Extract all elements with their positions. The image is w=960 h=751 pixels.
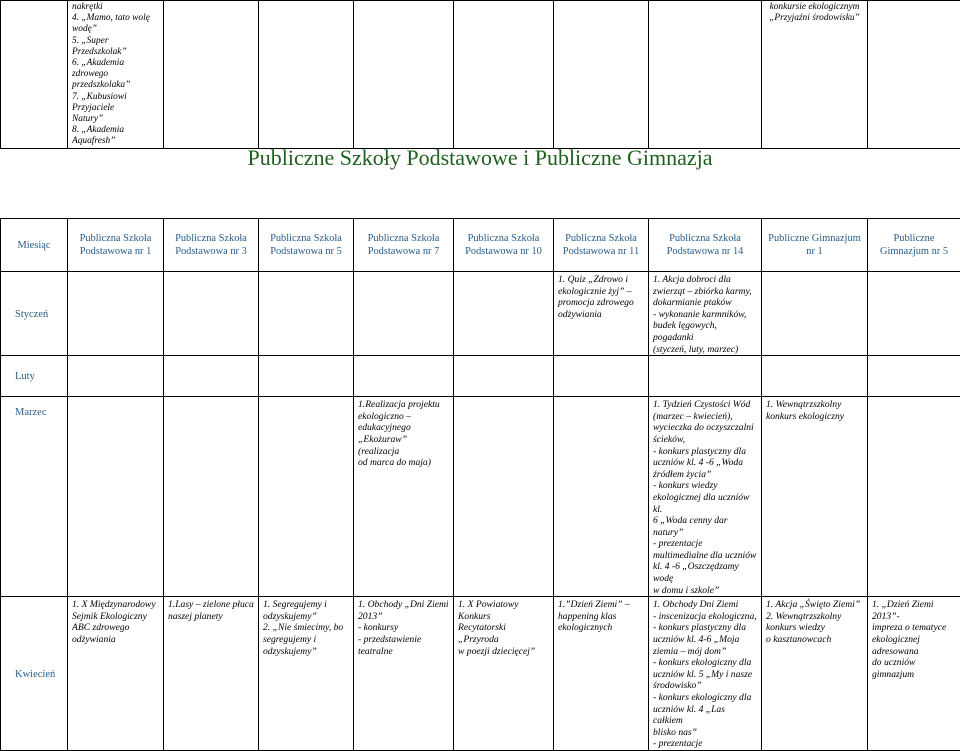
cell-text-line: o kasztanowcach [766,634,863,646]
cell-text-line: teatralne [358,646,449,658]
activity-cell [554,272,649,356]
cell-text-line: - konkurs plastyczny dla [653,446,757,458]
cell-text-line: - konkurs wiedzy [653,480,757,492]
cell-text-line: uczniów kl. 4 „Las całkiem [653,704,757,727]
cell-text-line: 1. Obchody Dni Ziemi [653,599,757,611]
activity-cell [164,272,259,356]
table-row [1,272,960,356]
column-header: Publiczna Szkoła Podstawowa nr 5 [259,219,354,272]
cell-text-line: konkurs ekologiczny [766,411,863,423]
activity-cell [868,397,960,597]
cell-text-line: środowisko” [653,680,757,692]
cell-text-line: happening klas [558,611,644,623]
cell-text-line: do uczniów [872,657,956,669]
fragment-cell [1,1,68,149]
cell-text-line: ziemia – mój dom” [653,646,757,658]
activity-cell [554,597,649,751]
activity-cell [868,597,960,751]
cell-text-line: ekologicznej dla uczniów kl. [653,492,757,515]
cell-text-line: - wykonanie karmników, [653,309,757,321]
cell-text-line: 1.”Dzień Ziemi” – [558,599,644,611]
activity-cell [762,597,868,751]
activity-cell [354,272,454,356]
activity-cell [762,356,868,397]
cell-text-line: źródłem życia” [653,469,757,481]
fragment-cell [354,1,454,149]
month-cell: Luty [1,356,68,397]
month-cell: Styczeń [1,272,68,356]
cell-text-line: 1. Tydzień Czystości Wód [653,399,757,411]
activity-cell [649,597,762,751]
cell-text-line: 1.Realizacja projektu [358,399,449,411]
cell-text-line: - inscenizacja ekologiczna, [653,611,757,623]
column-header: Publiczna Szkoła Podstawowa nr 7 [354,219,454,272]
cell-text-line: ekologicznej [872,634,956,646]
cell-text-line: dokarmianie ptaków [653,297,757,309]
cell-text-line: kl. 4 -6 „Oszczędzamy wodę [653,561,757,584]
activity-cell [649,272,762,356]
cell-text-line: 1. X Międzynarodowy [72,599,159,611]
cell-text-line: 1.Lasy – zielone płuca [168,599,254,611]
cell-text-line: gimnazjum [872,669,956,681]
cell-text-line: 7. „Kubusiowi Przyjaciele [72,92,159,114]
activity-cell [554,356,649,397]
activity-cell [762,397,868,597]
cell-text-line: od marca do maja) [358,457,449,469]
fragment-cell-sp1 [68,1,164,149]
cell-text-line: segregujemy i [263,634,349,646]
activity-cell [68,397,164,597]
column-header: Publiczna Szkoła Podstawowa nr 11 [554,219,649,272]
cell-text-line: uczniów kl. 4-6 „Moja [653,634,757,646]
fragment-cell [164,1,259,149]
cell-text-line: naszej planety [168,611,254,623]
activity-cell [454,356,554,397]
activity-cell [554,397,649,597]
cell-text-line: 8. „Akademia Aquafresh” [72,125,159,147]
fragment-cell [454,1,554,149]
month-cell: Kwiecień [1,597,68,751]
cell-text-line: w domu i szkole” [653,585,757,597]
activity-cell [454,272,554,356]
activity-cell [164,597,259,751]
cell-text-line: „Przyjaźni środowisku” [766,13,863,24]
cell-text-line: (marzec – kwiecień), [653,411,757,423]
cell-text-line: „Ekożuraw” (realizacja [358,434,449,457]
cell-text-line: wycieczka do oczyszczalni [653,422,757,434]
activity-cell [454,397,554,597]
cell-text-line: 5. „Super Przedszkolak” [72,36,159,58]
header-row [1,219,960,272]
cell-text-line: - prezentacje [653,538,757,550]
activity-cell [649,356,762,397]
activity-cell [68,272,164,356]
table-row [1,597,960,751]
cell-text-line: - konkurs plastyczny dla [653,622,757,634]
cell-text-line: - prezentacje [653,738,757,750]
cell-text-line: 4. „Mamo, tato wolę wodę” [72,13,159,35]
activity-cell [259,597,354,751]
activity-cell [164,397,259,597]
activity-cell [354,397,454,597]
cell-text-line: adresowana [872,646,956,658]
cell-text-line: 6 „Woda cenny dar natury” [653,515,757,538]
column-header: Publiczne Gimnazjum nr 5 [868,219,960,272]
cell-text-line: ekologicznie żyj” – [558,286,644,298]
cell-text-line: budek lęgowych, pogadanki [653,320,757,343]
page-title: Publiczne Szkoły Podstawowe i Publiczne Gimnazja [0,145,960,171]
cell-text-line: Recytatorski „Przyroda [458,622,549,645]
activity-cell [868,356,960,397]
cell-text-line: ścieków, [653,434,757,446]
cell-text-line: ekologiczno – [358,411,449,423]
cell-text-line: uczniów kl. 4 -6 „Woda [653,457,757,469]
activity-cell [354,597,454,751]
cell-text-line: 1. Wewnątrzszkolny [766,399,863,411]
cell-text-line: 1. X Powiatowy Konkurs [458,599,549,622]
cell-text-line: odżywiania [558,309,644,321]
cell-text-line: (styczeń, luty, marzec) [653,344,757,356]
cell-text-line: 1. Akcja dobroci dla [653,274,757,286]
column-header: Publiczna Szkoła Podstawowa nr 10 [454,219,554,272]
fragment-cell [868,1,960,149]
fragment-cell-gim1 [762,1,868,149]
cell-text-line: edukacyjnego [358,422,449,434]
activity-cell [259,397,354,597]
cell-text-line: - konkurs ekologiczny dla [653,692,757,704]
cell-text-line: odzyskujemy” [263,646,349,658]
table-row [1,397,960,597]
activity-cell [68,597,164,751]
cell-text-line: blisko nas” [653,727,757,739]
cell-text-line: ABC zdrowego [72,622,159,634]
activity-cell [762,272,868,356]
cell-text-line: 1. „Dzień Ziemi 2013”- [872,599,956,622]
cell-text-line: przedszkolaka” [72,80,159,91]
cell-text-line: multimedialne dla uczniów [653,550,757,562]
cell-text-line: 1. Obchody „Dni Ziemi [358,599,449,611]
column-header: Publiczna Szkoła Podstawowa nr 3 [164,219,259,272]
cell-text-line: nakrętki [72,2,159,13]
column-header: Publiczna Szkoła Podstawowa nr 1 [68,219,164,272]
column-header: Publiczna Szkoła Podstawowa nr 14 [649,219,762,272]
previous-page-table-fragment [0,0,960,90]
activity-cell [164,356,259,397]
cell-text-line: odzyskujemy” [263,611,349,623]
cell-text-line: konkurs wiedzy [766,622,863,634]
cell-text-line: konkursie ekologicznym [766,2,863,13]
activity-cell [649,397,762,597]
cell-text-line: w poezji dziecięcej” [458,646,549,658]
month-cell: Marzec [1,397,68,597]
column-header: Publiczne Gimnazjum nr 1 [762,219,868,272]
cell-text-line: ekologicznych [558,622,644,634]
eco-activities-table [0,218,960,751]
cell-text-line: 2. Wewnątrzszkolny [766,611,863,623]
cell-text-line: 1. Akcja „Święto Ziemi” [766,599,863,611]
cell-text-line: promocja zdrowego [558,297,644,309]
activity-cell [259,272,354,356]
activity-cell [68,356,164,397]
activity-cell [354,356,454,397]
cell-text-line: 2. „Nie śmiecimy, bo [263,622,349,634]
cell-text-line: - konkursy [358,622,449,634]
cell-text-line: 1. Quiz „Zdrowo i [558,274,644,286]
cell-text-line: impreza o tematyce [872,622,956,634]
column-header: Miesiąc [1,219,68,272]
cell-text-line: zwierząt – zbiórka karmy, [653,286,757,298]
activity-cell [454,597,554,751]
cell-text-line: - konkurs ekologiczny dla [653,657,757,669]
cell-text-line: odżywiania [72,634,159,646]
cell-text-line: 1. Segregujemy i [263,599,349,611]
cell-text-line: Sejmik Ekologiczny [72,611,159,623]
fragment-cell [649,1,762,149]
cell-text-line: Natury” [72,114,159,125]
activity-cell [868,272,960,356]
cell-text-line: 6. „Akademia zdrowego [72,58,159,80]
table-row [1,356,960,397]
cell-text-line: uczniów kl. 5 „My i nasze [653,669,757,681]
activity-cell [259,356,354,397]
fragment-cell [554,1,649,149]
cell-text-line: - przedstawienie [358,634,449,646]
cell-text-line: 2013” [358,611,449,623]
fragment-cell [259,1,354,149]
